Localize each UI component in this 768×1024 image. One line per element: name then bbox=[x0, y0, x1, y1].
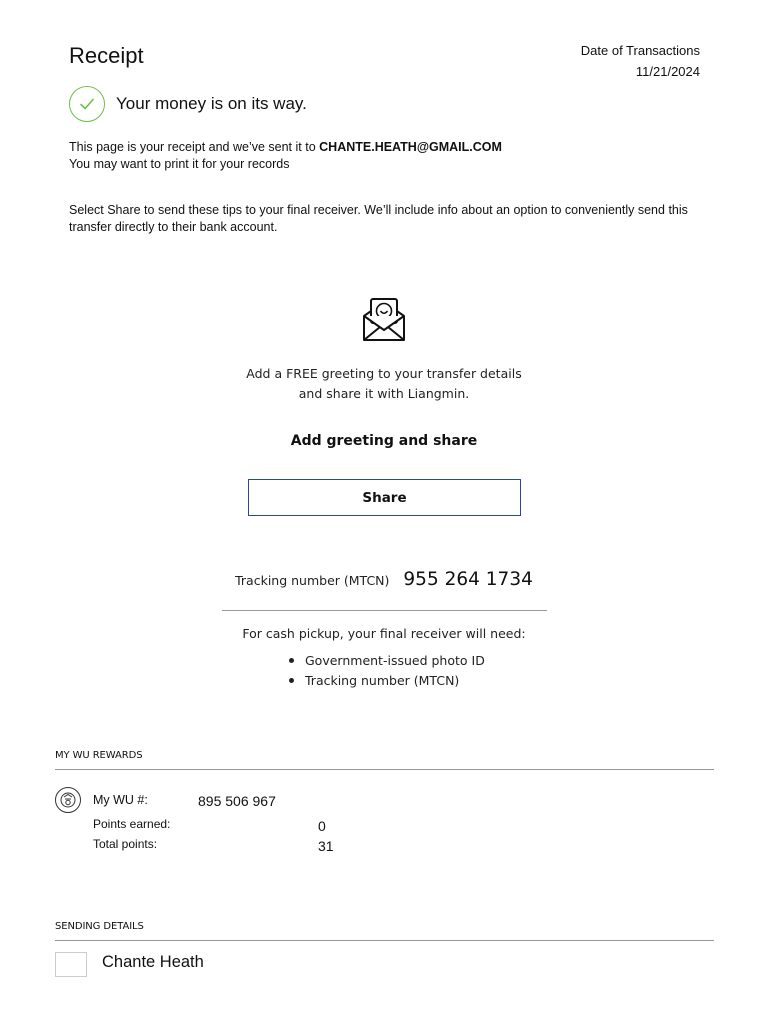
share-button[interactable]: Share bbox=[248, 479, 521, 516]
check-circle-icon bbox=[69, 86, 105, 122]
sending-details-heading: SENDING DETAILS bbox=[55, 921, 144, 932]
pickup-intro: For cash pickup, your final receiver will need: bbox=[242, 626, 526, 641]
tracking-label: Tracking number (MTCN) bbox=[235, 573, 390, 588]
wu-number-label: My WU #: bbox=[93, 793, 148, 807]
pickup-requirements-list bbox=[289, 651, 485, 691]
email-notice-line1 bbox=[69, 139, 709, 156]
status-row bbox=[69, 86, 307, 122]
tracking-number: 955 264 1734 bbox=[403, 569, 533, 590]
wu-number-value: 895 506 967 bbox=[198, 793, 276, 809]
receipt-email: CHANTE.HEATH@GMAIL.COM bbox=[319, 140, 502, 154]
list-item: Government-issued photo ID bbox=[289, 651, 485, 671]
divider bbox=[55, 940, 714, 941]
email-notice-prefix: This page is your receipt and we’ve sent it to bbox=[69, 140, 320, 154]
rewards-badge-icon bbox=[55, 787, 81, 813]
greeting-line2: and share it with Liangmin. bbox=[298, 386, 470, 401]
list-item: Tracking number (MTCN) bbox=[289, 671, 485, 691]
divider bbox=[222, 610, 547, 611]
points-earned-value: 0 bbox=[318, 818, 326, 834]
transaction-date-block bbox=[581, 40, 700, 82]
rewards-section-heading: MY WU REWARDS bbox=[55, 750, 143, 761]
greeting-description bbox=[0, 364, 768, 404]
points-earned-label: Points earned: bbox=[93, 817, 171, 831]
email-notice-line2: You may want to print it for your records bbox=[69, 157, 290, 171]
date-label: Date of Transactions bbox=[580, 43, 700, 58]
status-message: Your money is on its way. bbox=[116, 94, 307, 113]
page-title: Receipt bbox=[69, 43, 144, 68]
envelope-greeting-icon bbox=[361, 297, 407, 343]
sender-name: Chante Heath bbox=[102, 953, 204, 971]
greeting-line1: Add a FREE greeting to your transfer details bbox=[246, 366, 522, 381]
email-notice bbox=[69, 139, 709, 173]
tracking-row bbox=[0, 569, 768, 590]
share-tip-text: Select Share to send these tips to your final receiver. We’ll include info about an option to conveniently send this transfer directly to their bank account. bbox=[69, 203, 688, 234]
total-points-label: Total points: bbox=[93, 837, 158, 851]
date-value: 11/21/2024 bbox=[635, 64, 700, 79]
sender-avatar-placeholder bbox=[55, 952, 87, 977]
total-points-value: 31 bbox=[318, 838, 334, 854]
greeting-heading: Add greeting and share bbox=[290, 433, 478, 449]
divider bbox=[55, 769, 714, 770]
